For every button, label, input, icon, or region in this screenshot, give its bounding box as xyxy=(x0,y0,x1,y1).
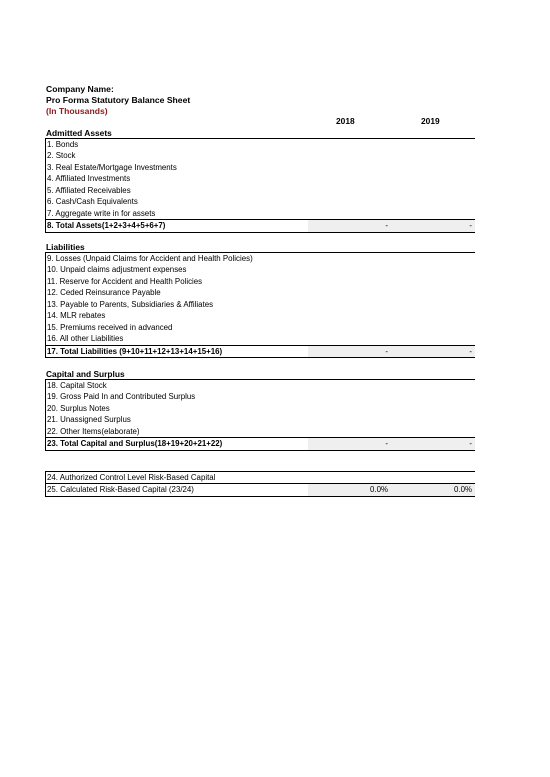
rbc-row-24 xyxy=(46,472,475,483)
capital-row xyxy=(46,414,475,425)
rbc-row-24-label: 24. Authorized Control Level Risk-Based Capital xyxy=(47,473,216,482)
total-liabilities-label: 17. Total Liabilities (9+10+11+12+13+14+15+16) xyxy=(47,346,223,356)
total-assets-2018: - xyxy=(385,221,388,231)
assets-table xyxy=(45,138,475,233)
capital-row xyxy=(46,403,475,414)
total-assets-label: 8. Total Assets(1+2+3+4+5+6+7) xyxy=(47,221,166,231)
liabilities-table xyxy=(45,252,475,358)
rbc-2019-value: 0.0% xyxy=(454,485,472,495)
asset-row xyxy=(46,196,475,207)
row-label: 6. Cash/Cash Equivalents xyxy=(47,197,138,207)
report-title: Pro Forma Statutory Balance Sheet xyxy=(46,95,191,105)
row-label: 7. Aggregate write in for assets xyxy=(47,208,156,218)
asset-row xyxy=(46,185,475,196)
row-label: 11. Reserve for Accident and Health Policies xyxy=(47,276,203,286)
asset-row xyxy=(46,173,475,184)
year-2019-header: 2019 xyxy=(421,116,440,126)
year-2018-header: 2018 xyxy=(336,116,355,126)
total-capital-2019: - xyxy=(469,439,472,449)
row-label: 14. MLR rebates xyxy=(47,311,106,321)
rbc-2018-value: 0.0% xyxy=(370,485,388,495)
capital-table xyxy=(45,379,475,451)
rbc-row-25-label: 25. Calculated Risk-Based Capital (23/24) xyxy=(47,485,194,495)
capital-row xyxy=(46,426,475,437)
asset-row xyxy=(46,150,475,161)
asset-row xyxy=(46,139,475,150)
row-label: 5. Affiliated Receivables xyxy=(47,185,131,195)
total-capital-2018: - xyxy=(385,439,388,449)
row-label: 15. Premiums received in advanced xyxy=(47,322,173,332)
row-label: 3. Real Estate/Mortgage Investments xyxy=(47,162,177,172)
row-label: 12. Ceded Reinsurance Payable xyxy=(47,288,161,298)
rbc-table xyxy=(45,471,475,497)
total-capital-row xyxy=(46,437,475,450)
liability-row xyxy=(46,310,475,321)
capital-row xyxy=(46,380,475,391)
row-label: 16. All other Liabilities xyxy=(47,334,124,344)
section-title-capital-surplus: Capital and Surplus xyxy=(46,369,125,379)
liability-row xyxy=(46,276,475,287)
liability-row xyxy=(46,333,475,344)
total-liabilities-row xyxy=(46,345,475,358)
section-title-admitted-assets: Admitted Assets xyxy=(46,128,112,138)
section-title-liabilities: Liabilities xyxy=(46,242,85,252)
row-label: 18. Capital Stock xyxy=(47,381,107,390)
liability-row xyxy=(46,322,475,333)
company-name-label: Company Name: xyxy=(46,84,114,94)
liability-row xyxy=(46,253,475,264)
capital-row xyxy=(46,391,475,402)
total-capital-label: 23. Total Capital and Surplus(18+19+20+21+22) xyxy=(47,439,223,449)
liability-row xyxy=(46,287,475,298)
row-label: 22. Other Items(elaborate) xyxy=(47,426,140,436)
liability-row xyxy=(46,264,475,275)
row-label: 20. Surplus Notes xyxy=(47,403,110,413)
row-label: 1. Bonds xyxy=(47,140,79,149)
row-label: 2. Stock xyxy=(47,151,76,161)
units-note: (In Thousands) xyxy=(46,106,108,116)
row-label: 21. Unassigned Surplus xyxy=(47,415,131,425)
total-liabilities-2019: - xyxy=(469,346,472,356)
row-label: 9. Losses (Unpaid Claims for Accident and Health Policies) xyxy=(47,254,253,263)
asset-row xyxy=(46,162,475,173)
row-label: 10. Unpaid claims adjustment expenses xyxy=(47,265,187,275)
row-label: 4. Affiliated Investments xyxy=(47,174,131,184)
total-liabilities-2018: - xyxy=(385,346,388,356)
total-assets-row xyxy=(46,219,475,232)
row-label: 13. Payable to Parents, Subsidiaries & Affiliates xyxy=(47,299,214,309)
asset-row xyxy=(46,208,475,219)
total-assets-2019: - xyxy=(469,221,472,231)
rbc-row-25 xyxy=(46,483,475,495)
row-label: 19. Gross Paid In and Contributed Surplus xyxy=(47,392,196,402)
liability-row xyxy=(46,299,475,310)
